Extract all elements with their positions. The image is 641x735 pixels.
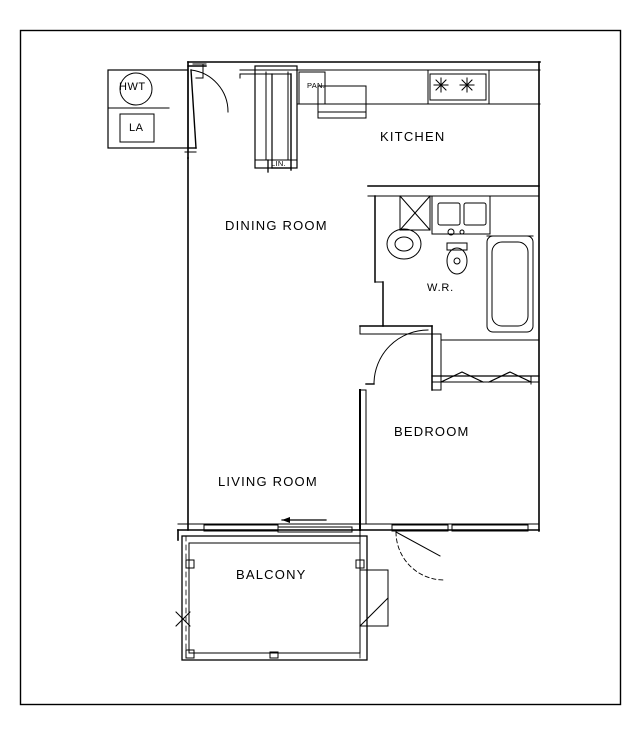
balcony-storage bbox=[360, 570, 388, 626]
toilet-bowl-inner bbox=[454, 258, 460, 264]
label-balcony: BALCONY bbox=[236, 567, 307, 582]
label-washroom: W.R. bbox=[427, 282, 455, 294]
bedroom-door-swing bbox=[396, 532, 444, 580]
label-bedroom: BEDROOM bbox=[394, 424, 470, 439]
vanity-counter bbox=[432, 196, 490, 234]
bedroom-door-leaf bbox=[396, 532, 440, 556]
lavatory-basin bbox=[387, 229, 421, 259]
toilet-tank bbox=[447, 243, 467, 250]
label-pantry: PAN. bbox=[307, 81, 326, 90]
lavatory-basin-inner bbox=[395, 237, 413, 251]
balcony-post-bl bbox=[186, 650, 194, 658]
drawing-border bbox=[21, 31, 621, 705]
balcony-storage-diag bbox=[360, 598, 388, 626]
label-kitchen: KITCHEN bbox=[380, 129, 446, 144]
vanity-sink-right bbox=[464, 203, 486, 225]
label-living-room: LIVING ROOM bbox=[218, 474, 318, 489]
vanity-faucet-2 bbox=[460, 230, 464, 234]
bathtub bbox=[487, 236, 533, 332]
entry-door-swing bbox=[191, 70, 228, 112]
balcony-slab bbox=[182, 536, 367, 660]
label-laundry: LA bbox=[129, 122, 144, 134]
bathtub-inner bbox=[492, 242, 528, 326]
entry-door-panel bbox=[191, 70, 196, 148]
label-dining-room: DINING ROOM bbox=[225, 218, 328, 233]
closet-bifold-left bbox=[441, 372, 483, 382]
wr-door-swing bbox=[374, 330, 428, 384]
vanity-sink-left bbox=[438, 203, 460, 225]
burner-2 bbox=[460, 78, 474, 92]
closet-bifold-right bbox=[489, 372, 531, 382]
label-hwt: HWT bbox=[119, 81, 146, 93]
balcony-slab-inner bbox=[189, 543, 360, 653]
burner-1 bbox=[434, 78, 448, 92]
patio-slider-arrowhead bbox=[282, 517, 290, 523]
label-linen: LIN. bbox=[271, 159, 286, 168]
range-cooktop bbox=[430, 74, 486, 100]
toilet-bowl bbox=[447, 248, 467, 274]
balcony-divider-left bbox=[186, 560, 194, 568]
